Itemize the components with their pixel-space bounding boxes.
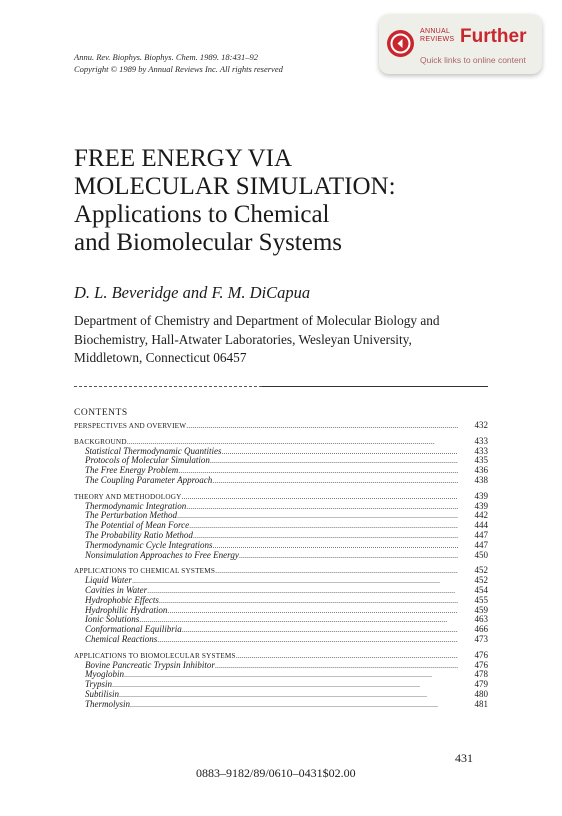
toc-item-label: Trypsin — [85, 680, 113, 690]
toc-item-page: 480 — [474, 689, 488, 699]
footer-code: 0883–9182/89/0610–0431$02.00 — [196, 766, 356, 780]
toc-item[interactable] — [74, 670, 488, 680]
title-line: and Biomolecular Systems — [74, 229, 343, 256]
toc-item-page: 476 — [474, 660, 488, 670]
dot-leader — [167, 606, 458, 616]
toc-item[interactable] — [74, 625, 488, 635]
toc-item-label: The Potential of Mean Force — [85, 521, 190, 531]
dot-leader — [132, 576, 458, 586]
toc-item-page: 435 — [474, 456, 488, 466]
toc-section-label: PERSPECTIVES AND OVERVIEW — [74, 422, 187, 430]
dot-leader — [210, 456, 458, 466]
toc-item[interactable] — [74, 690, 488, 700]
toc-item-label: Protocols of Molecular Simulation — [85, 456, 210, 466]
dot-leader — [186, 502, 458, 512]
dot-leader — [212, 476, 458, 486]
toc-item-label: The Probability Ratio Method — [85, 530, 193, 540]
dot-leader — [186, 421, 458, 431]
toc-item[interactable] — [74, 447, 488, 457]
toc-item-label: The Free Energy Problem — [85, 466, 179, 476]
toc-section-label: THEORY AND METHODOLOGY — [74, 492, 182, 501]
toc-item[interactable] — [74, 700, 488, 710]
divider-dashed — [74, 386, 262, 387]
toc-item-page: 463 — [474, 615, 488, 625]
toc-section-page: 439 — [474, 491, 488, 501]
toc-item-page: 447 — [474, 540, 488, 550]
toc-item[interactable] — [74, 511, 488, 521]
dot-leader — [178, 466, 458, 476]
affiliation-line: Middletown, Connecticut 06457 — [74, 350, 247, 365]
toc-item[interactable] — [74, 606, 488, 616]
toc-item-label: Statistical Thermodynamic Quantities — [85, 446, 222, 456]
dot-leader — [239, 551, 458, 561]
toc-section[interactable] — [74, 421, 488, 431]
affiliation — [74, 312, 514, 368]
toc-section[interactable] — [74, 492, 488, 502]
copyright-line: Copyright © 1989 by Annual Reviews Inc. All rights reserved — [74, 63, 283, 74]
toc-item[interactable] — [74, 551, 488, 561]
dot-leader — [124, 670, 458, 680]
toc-item-label: Thermodynamic Integration — [85, 501, 187, 511]
toc-item-label: Subtilisin — [85, 689, 120, 699]
toc-section[interactable] — [74, 566, 488, 576]
dot-leader — [222, 447, 459, 457]
toc-item-page: 442 — [474, 511, 488, 521]
toc-item-page: 436 — [474, 466, 488, 476]
toc-item[interactable] — [74, 586, 488, 596]
toc-item-label: Thermodynamic Cycle Integrations — [85, 540, 213, 550]
page-number: 431 — [455, 751, 473, 765]
title-line: MOLECULAR SIMULATION: — [74, 173, 396, 200]
toc-section-label: APPLICATIONS TO CHEMICAL SYSTEMS — [74, 567, 216, 576]
toc-item-page: 439 — [474, 501, 488, 511]
toc-item[interactable] — [74, 635, 488, 645]
toc-item-page: 478 — [474, 670, 488, 680]
toc-item-page: 447 — [474, 530, 488, 540]
toc-item-page: 466 — [474, 625, 488, 635]
toc-item-page: 454 — [474, 585, 488, 595]
toc-item-page: 452 — [474, 576, 488, 586]
title-line: Applications to Chemical — [74, 201, 330, 228]
toc-item[interactable] — [74, 456, 488, 466]
toc-item[interactable] — [74, 466, 488, 476]
dot-leader — [157, 635, 458, 645]
title-line: FREE ENERGY VIA — [74, 145, 293, 172]
play-icon — [387, 30, 414, 57]
divider-solid — [262, 386, 488, 387]
affiliation-line: Biochemistry, Hall-Atwater Laboratories, Wesleyan University, — [74, 331, 412, 347]
toc-item-label: Thermolysin — [85, 699, 130, 709]
dot-leader — [130, 700, 458, 710]
toc-section-page: 432 — [474, 421, 488, 430]
dot-leader — [159, 596, 458, 606]
toc-item-page: 459 — [474, 605, 488, 615]
contents-heading: CONTENTS — [74, 408, 128, 418]
toc-item-label: Nonsimulation Approaches to Free Energy — [85, 550, 239, 560]
toc-item-page: 433 — [474, 446, 488, 456]
toc-item-label: The Perturbation Method — [85, 511, 177, 521]
toc-item[interactable] — [74, 596, 488, 606]
toc-section-page: 452 — [474, 566, 488, 576]
toc-item[interactable] — [74, 502, 488, 512]
affiliation-line: Department of Chemistry and Department of Molecular Biology and — [74, 313, 440, 328]
dot-leader — [139, 615, 458, 625]
toc-item[interactable] — [74, 576, 488, 586]
journal-citation — [74, 52, 283, 75]
toc-item-label: Conformational Equilibria — [85, 625, 182, 635]
journal-line: Annu. Rev. Biophys. Biophys. Chem. 1989. 18:431–92 — [74, 52, 258, 62]
authors: D. L. Beveridge and F. M. DiCapua — [74, 283, 311, 302]
dot-leader — [215, 661, 458, 671]
toc-section[interactable] — [74, 437, 488, 447]
toc-item-page: 481 — [474, 699, 488, 709]
article-title — [74, 145, 396, 257]
dot-leader — [127, 437, 458, 447]
toc-item[interactable] — [74, 541, 488, 551]
dot-leader — [189, 521, 458, 531]
dot-leader — [212, 541, 458, 551]
toc-item-label: Myoglobin — [85, 670, 124, 680]
dot-leader — [112, 680, 458, 690]
toc-item-page: 479 — [474, 680, 488, 690]
toc-item[interactable] — [74, 521, 488, 531]
toc-section-page: 433 — [474, 436, 488, 446]
toc-item[interactable] — [74, 615, 488, 625]
dot-leader — [215, 566, 458, 576]
toc-item-label: Liquid Water — [85, 576, 132, 586]
dot-leader — [193, 531, 458, 541]
toc-item[interactable] — [74, 661, 488, 671]
toc-item-label: The Coupling Parameter Approach — [85, 475, 213, 485]
toc-item-page: 444 — [474, 521, 488, 531]
toc-item-page: 473 — [474, 634, 488, 644]
toc-item-page: 438 — [474, 475, 488, 485]
dot-leader — [236, 651, 458, 661]
badge-reviews: REVIEWS — [420, 36, 455, 43]
dot-leader — [177, 511, 458, 521]
toc-section-page: 476 — [474, 650, 488, 660]
further-badge[interactable] — [379, 14, 542, 74]
toc-item-page: 450 — [474, 550, 488, 560]
dot-leader — [119, 690, 458, 700]
badge-further: Further — [460, 26, 527, 47]
toc-section-label: APPLICATIONS TO BIOMOLECULAR SYSTEMS — [74, 651, 236, 660]
dot-leader — [182, 625, 458, 635]
toc-item-label: Bovine Pancreatic Trypsin Inhibitor — [85, 660, 215, 670]
toc-item[interactable] — [74, 531, 488, 541]
toc-item[interactable] — [74, 680, 488, 690]
table-of-contents — [74, 421, 488, 710]
badge-tagline: Quick links to online content — [420, 55, 526, 65]
toc-item-label: Hydrophilic Hydration — [85, 605, 168, 615]
toc-item-label: Chemical Reactions — [85, 634, 158, 644]
dot-leader — [147, 586, 458, 596]
toc-item[interactable] — [74, 476, 488, 486]
toc-section[interactable] — [74, 651, 488, 661]
toc-item-label: Hydrophobic Effects — [85, 595, 159, 605]
dot-leader — [182, 492, 458, 502]
toc-item-label: Cavities in Water — [85, 585, 148, 595]
toc-item-page: 455 — [474, 595, 488, 605]
toc-section-label: BACKGROUND — [74, 437, 127, 446]
toc-item-label: Ionic Solutions — [85, 615, 140, 625]
badge-annual: ANNUAL — [420, 28, 451, 35]
